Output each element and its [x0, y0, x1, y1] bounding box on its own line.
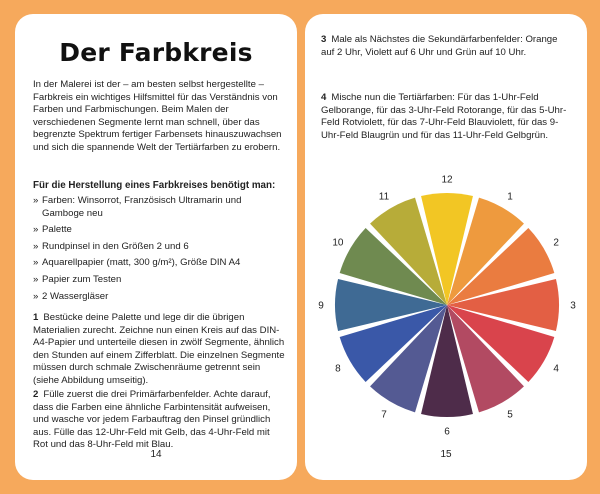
- wheel-label-7: 7: [381, 409, 387, 421]
- wheel-label-4: 4: [553, 363, 559, 375]
- step-1: [33, 312, 285, 388]
- list-item-text: 2 Wassergläser: [42, 290, 109, 302]
- list-marker: »: [33, 240, 39, 252]
- page-title: Der Farbkreis: [59, 38, 253, 67]
- step-number: 4: [321, 92, 327, 103]
- list-marker: »: [33, 257, 39, 269]
- list-marker: »: [33, 273, 39, 285]
- left-page: [15, 14, 297, 480]
- list-item-text: Palette: [42, 224, 72, 236]
- step-text: Bestücke deine Palette und lege dir die übrigen Materialien zurecht. Zeichne nun einen Kreis auf das DIN-A4-Papier und unterteile diesen in zwölf Segmente, ähnlich den Stunden auf einem Zifferblatt. Die einzelnen Segmente müssen durch schmale Zwischenräume getrennt sein (siehe Abbildung umseitig).: [33, 312, 285, 386]
- page-number: 14: [150, 449, 162, 460]
- list-item: [33, 224, 285, 237]
- list-item-text: Papier zum Testen: [42, 273, 122, 285]
- requirements-heading: Für die Herstellung eines Farbkreises benötigt man:: [33, 180, 276, 191]
- step-text: Fülle zuerst die drei Primärfarbenfelder. Achte darauf, dass die Farben eine ähnliche Farbintensität aufweisen, und wasche vor jedem Farbauftrag den Pinsel gründlich aus. Fülle das 12-Uhr-Feld mit Gelb, das 4-Uhr-Feld mit Rot und das 8-Uhr-Feld mit Blau.: [33, 389, 271, 451]
- step-text: Mische nun die Tertiärfarben: Für das 1-Uhr-Feld Gelborange, für das 3-Uhr-Feld Rotorange, für das 5-Uhr-Feld Rotviolett, für das 7-Uhr-Feld Blauviolett, für das 9-Uhr-Feld Blaugrün und für das 11-Uhr-Feld Gelbgrün.: [321, 92, 567, 141]
- color-wheel: [305, 14, 587, 480]
- right-page: [305, 14, 587, 480]
- list-item: [33, 291, 285, 304]
- step-text: Male als Nächstes die Sekundärfarbenfelder: Orange auf 2 Uhr, Violett auf 6 Uhr und Grün auf 10 Uhr.: [321, 34, 558, 58]
- wheel-label-8: 8: [335, 363, 341, 375]
- page-number: 15: [440, 449, 452, 460]
- list-item: [33, 241, 285, 254]
- step-number: 1: [33, 312, 39, 323]
- wheel-label-1: 1: [507, 191, 513, 203]
- wheel-label-11: 11: [378, 191, 390, 203]
- list-item-text: Rundpinsel in den Größen 2 und 6: [42, 240, 189, 252]
- list-marker: »: [33, 224, 39, 236]
- step-number: 3: [321, 34, 327, 45]
- list-item-text: Farben: Winsorrot, Französisch Ultramarin und Gamboge neu: [42, 195, 242, 219]
- wheel-label-10: 10: [332, 237, 344, 249]
- wheel-label-12: 12: [441, 174, 453, 186]
- list-item-text: Aquarellpapier (matt, 300 g/m²), Größe DIN A4: [42, 257, 241, 269]
- list-item: [33, 274, 285, 287]
- step-2: [33, 389, 285, 452]
- wheel-label-9: 9: [318, 300, 324, 312]
- wheel-label-2: 2: [553, 237, 559, 249]
- requirements-list: [33, 195, 285, 307]
- intro-paragraph: In der Malerei ist der – am besten selbst hergestellte – Farbkreis ein wichtiges Hilfsmittel für das Verständnis von Farben und Farbmischungen. Beim Malen der verschiedenen Segmente lernt man schnell, über das begrenzte Spektrum fertiger Farbensets hinauszuwachsen und sich die spannende Welt der Tertiärfarben zu erobern.: [33, 79, 282, 153]
- list-item: [33, 195, 285, 220]
- step-number: 2: [33, 389, 39, 400]
- list-marker: »: [33, 195, 39, 206]
- wheel-label-3: 3: [570, 300, 576, 312]
- list-marker: »: [33, 290, 39, 302]
- wheel-label-5: 5: [507, 409, 513, 421]
- list-item: [33, 257, 285, 270]
- wheel-label-6: 6: [444, 426, 450, 438]
